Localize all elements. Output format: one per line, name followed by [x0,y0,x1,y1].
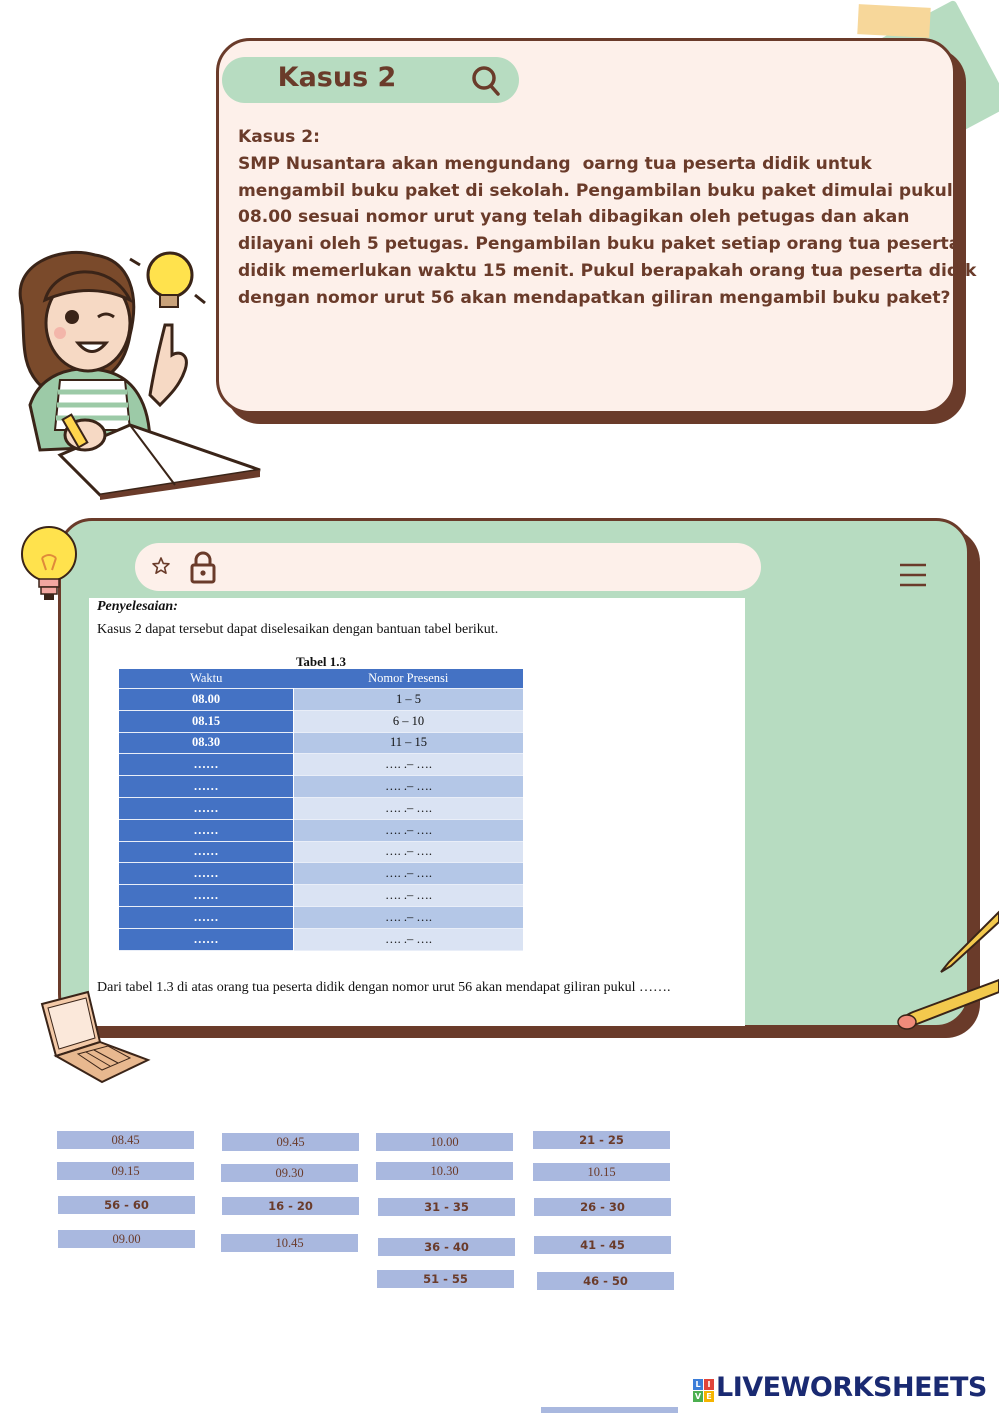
time-cell: …… [119,906,294,928]
schedule-table [119,669,523,951]
time-cell: …… [119,841,294,863]
table-row [119,819,523,841]
answer-tile[interactable]: 21 - 25 [533,1131,670,1149]
number-cell: …. .– …. [294,776,524,798]
case-line: didik memerlukan waktu 15 menit. Pukul berapakah orang tua peserta didik [238,260,977,281]
table-header-number: Nomor Presensi [294,669,524,689]
laptop-icon [38,990,152,1086]
time-cell: …… [119,754,294,776]
time-cell: 08.30 [119,732,294,754]
number-cell: …. .– …. [294,863,524,885]
number-cell: …. .– …. [294,841,524,863]
solution-intro: Kasus 2 dapat tersebut dapat diselesaikan dengan bantuan tabel berikut. [97,622,499,637]
case-line: SMP Nusantara akan mengundang oarng tua peserta didik untuk [238,153,872,174]
case-line: dilayani oleh 5 petugas. Pengambilan buku paket setiap orang tua peserta [238,234,961,255]
answer-tile[interactable]: 10.15 [533,1163,670,1181]
sticky-note-yellow [857,4,930,38]
answer-tile[interactable]: 08.45 [57,1131,194,1149]
answer-tile[interactable]: 09.00 [58,1230,195,1248]
answer-tile[interactable]: 56 - 60 [58,1196,195,1214]
table-row [119,776,523,798]
table-row [119,863,523,885]
case-line: Kasus 2: [238,127,320,147]
case-line: mengambil buku paket di sekolah. Pengambilan buku paket dimulai pukul [238,180,953,201]
number-cell: …. .– …. [294,906,524,928]
case-description [238,124,977,312]
number-cell: …. .– …. [294,885,524,907]
answer-tile[interactable]: 46 - 50 [537,1272,674,1290]
time-cell: …… [119,819,294,841]
number-cell: …. .– …. [294,754,524,776]
number-cell: …. .– …. [294,819,524,841]
case-title: Kasus 2 [277,62,397,93]
number-cell: 1 – 5 [294,689,524,711]
hamburger-menu-icon[interactable] [898,562,928,588]
answer-tile[interactable]: 09.15 [57,1162,194,1180]
lock-icon [189,550,217,584]
table-row [119,689,523,711]
solution-heading: Penyelesaian: [97,599,178,614]
case-line: dengan nomor urut 56 akan mendapatkan giliran mengambil buku paket? [238,287,951,308]
table-header-time: Waktu [119,669,294,689]
table-row [119,841,523,863]
number-cell: 11 – 15 [294,732,524,754]
table-caption: Tabel 1.3 [295,654,347,669]
number-cell: 6 – 10 [294,710,524,732]
time-cell: …… [119,928,294,950]
time-cell: …… [119,885,294,907]
answer-tile[interactable]: 41 - 45 [534,1236,671,1254]
table-row [119,797,523,819]
liveworksheets-logo-mark: L I V E [693,1379,715,1403]
answer-tile[interactable]: 31 - 35 [378,1198,515,1216]
conclusion-text: Dari tabel 1.3 di atas orang tua peserta didik dengan nomor urut 56 akan mendapat giliran pukul ……. [97,980,671,995]
table-row [119,906,523,928]
answer-tile[interactable]: 51 - 55 [377,1270,514,1288]
time-cell: 08.15 [119,710,294,732]
star-icon[interactable] [151,556,171,576]
table-row [119,754,523,776]
liveworksheets-logo: LIVEWORKSHEETS [716,1372,987,1403]
answer-tile[interactable]: 10.30 [376,1162,513,1180]
lightbulb-icon [18,524,80,608]
number-cell: …. .– …. [294,928,524,950]
time-cell: …… [119,863,294,885]
answer-tile[interactable]: 10.45 [221,1234,358,1252]
table-row [119,732,523,754]
answer-drop-zone[interactable] [541,1407,678,1413]
table-row [119,928,523,950]
search-icon [470,64,502,98]
pencils-icon [893,900,999,1030]
answer-tile[interactable]: 10.00 [376,1133,513,1151]
table-row [119,710,523,732]
address-bar[interactable] [135,543,761,591]
time-cell: …… [119,776,294,798]
case-line: 08.00 sesuai nomor urut yang telah dibagikan oleh petugas dan akan [238,207,910,228]
answer-tile[interactable]: 09.30 [221,1164,358,1182]
table-row [119,885,523,907]
answer-tile[interactable]: 36 - 40 [378,1238,515,1256]
number-cell: …. .– …. [294,797,524,819]
girl-illustration [0,245,265,500]
time-cell: …… [119,797,294,819]
time-cell: 08.00 [119,689,294,711]
answer-tile[interactable]: 09.45 [222,1133,359,1151]
answer-tile[interactable]: 16 - 20 [222,1197,359,1215]
answer-tile[interactable]: 26 - 30 [534,1198,671,1216]
